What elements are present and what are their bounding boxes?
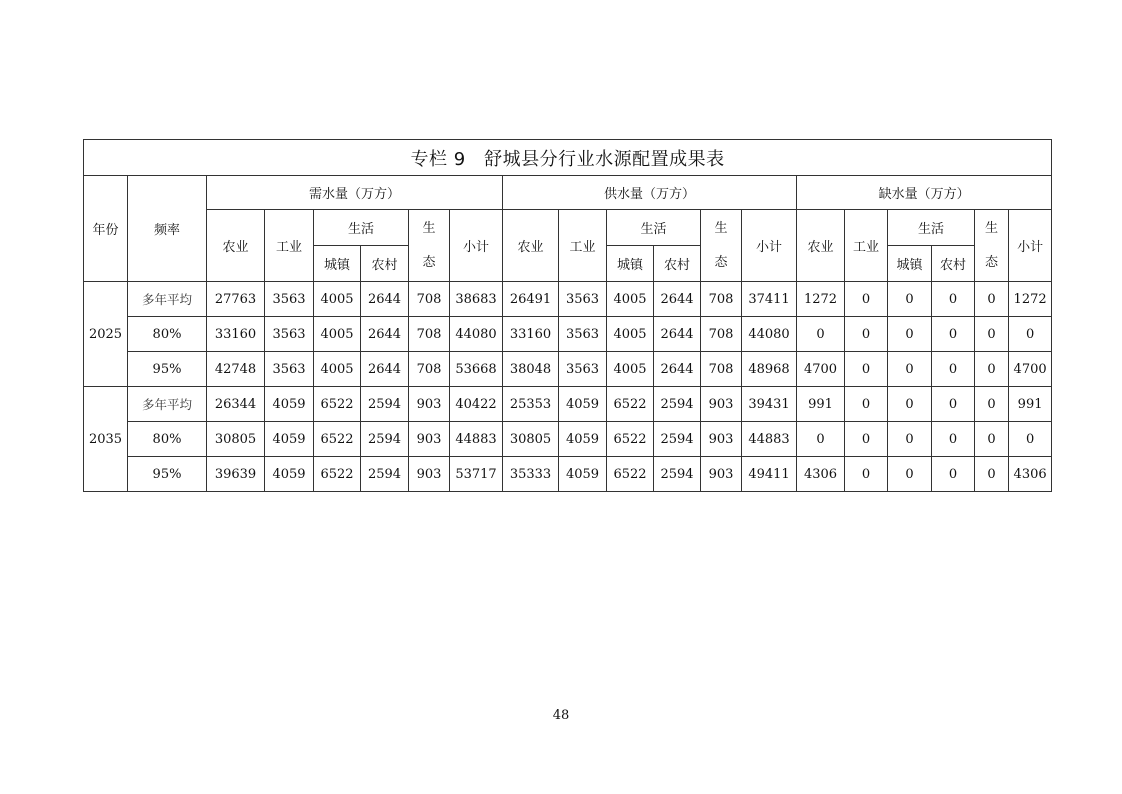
value-cell: 37411 bbox=[742, 282, 797, 317]
value-cell: 44080 bbox=[450, 317, 503, 352]
value-cell: 4005 bbox=[607, 317, 654, 352]
value-cell: 3563 bbox=[265, 282, 314, 317]
value-cell: 0 bbox=[975, 422, 1009, 457]
shortage-header: 缺水量（万方） bbox=[797, 176, 1052, 210]
value-cell: 39639 bbox=[207, 457, 265, 492]
value-cell: 4005 bbox=[607, 282, 654, 317]
value-cell: 4005 bbox=[314, 282, 361, 317]
value-cell: 44883 bbox=[450, 422, 503, 457]
shortage-ecology-header bbox=[975, 210, 1009, 282]
value-cell: 3563 bbox=[265, 317, 314, 352]
value-cell: 2644 bbox=[654, 282, 701, 317]
ecology-label-top: 生 bbox=[422, 220, 436, 236]
value-cell: 0 bbox=[845, 317, 888, 352]
value-cell: 53717 bbox=[450, 457, 503, 492]
value-cell: 0 bbox=[975, 317, 1009, 352]
value-cell: 708 bbox=[409, 282, 450, 317]
demand-header: 需水量（万方） bbox=[207, 176, 503, 210]
ecology-label-top: 生 bbox=[984, 220, 998, 236]
value-cell: 4059 bbox=[265, 422, 314, 457]
value-cell: 33160 bbox=[207, 317, 265, 352]
value-cell: 2644 bbox=[361, 317, 409, 352]
value-cell: 44883 bbox=[742, 422, 797, 457]
supply-urban-header: 城镇 bbox=[607, 246, 654, 282]
value-cell: 0 bbox=[975, 282, 1009, 317]
value-cell: 49411 bbox=[742, 457, 797, 492]
frequency-cell: 80% bbox=[128, 422, 207, 457]
value-cell: 4059 bbox=[559, 387, 607, 422]
frequency-cell: 多年平均 bbox=[128, 387, 207, 422]
ecology-label-bottom: 态 bbox=[714, 254, 728, 270]
value-cell: 2594 bbox=[654, 422, 701, 457]
value-cell: 6522 bbox=[314, 457, 361, 492]
table-title: 专栏 9 舒城县分行业水源配置成果表 bbox=[84, 140, 1052, 176]
value-cell: 991 bbox=[1009, 387, 1052, 422]
value-cell: 0 bbox=[845, 422, 888, 457]
page-number: 48 bbox=[552, 708, 570, 723]
value-cell: 0 bbox=[1009, 422, 1052, 457]
value-cell: 26491 bbox=[503, 282, 559, 317]
table-row bbox=[84, 317, 1052, 352]
value-cell: 0 bbox=[797, 317, 845, 352]
frequency-cell: 95% bbox=[128, 457, 207, 492]
table-row bbox=[84, 282, 1052, 317]
value-cell: 30805 bbox=[207, 422, 265, 457]
demand-rural-header: 农村 bbox=[361, 246, 409, 282]
value-cell: 708 bbox=[701, 282, 742, 317]
value-cell: 44080 bbox=[742, 317, 797, 352]
value-cell: 1272 bbox=[1009, 282, 1052, 317]
value-cell: 40422 bbox=[450, 387, 503, 422]
value-cell: 30805 bbox=[503, 422, 559, 457]
value-cell: 0 bbox=[975, 457, 1009, 492]
value-cell: 903 bbox=[701, 387, 742, 422]
table-row bbox=[84, 422, 1052, 457]
value-cell: 6522 bbox=[314, 387, 361, 422]
shortage-living-header: 生活 bbox=[888, 210, 975, 246]
value-cell: 0 bbox=[797, 422, 845, 457]
value-cell: 6522 bbox=[607, 422, 654, 457]
frequency-header: 频率 bbox=[128, 176, 207, 282]
value-cell: 3563 bbox=[559, 282, 607, 317]
value-cell: 4059 bbox=[559, 457, 607, 492]
supply-ecology-header bbox=[701, 210, 742, 282]
value-cell: 0 bbox=[932, 317, 975, 352]
ecology-label-top: 生 bbox=[714, 220, 728, 236]
value-cell: 4005 bbox=[314, 317, 361, 352]
value-cell: 3563 bbox=[265, 352, 314, 387]
value-cell: 0 bbox=[845, 457, 888, 492]
supply-living-header: 生活 bbox=[607, 210, 701, 246]
value-cell: 6522 bbox=[607, 387, 654, 422]
value-cell: 903 bbox=[701, 422, 742, 457]
value-cell: 53668 bbox=[450, 352, 503, 387]
year-cell: 2035 bbox=[84, 387, 128, 492]
value-cell: 2594 bbox=[654, 387, 701, 422]
value-cell: 0 bbox=[1009, 317, 1052, 352]
value-cell: 42748 bbox=[207, 352, 265, 387]
supply-agriculture-header: 农业 bbox=[503, 210, 559, 282]
value-cell: 2644 bbox=[361, 352, 409, 387]
frequency-cell: 多年平均 bbox=[128, 282, 207, 317]
value-cell: 0 bbox=[932, 457, 975, 492]
value-cell: 4005 bbox=[314, 352, 361, 387]
supply-rural-header: 农村 bbox=[654, 246, 701, 282]
value-cell: 38048 bbox=[503, 352, 559, 387]
year-header: 年份 bbox=[84, 176, 128, 282]
demand-urban-header: 城镇 bbox=[314, 246, 361, 282]
ecology-label-bottom: 态 bbox=[422, 254, 436, 270]
value-cell: 2594 bbox=[361, 387, 409, 422]
value-cell: 25353 bbox=[503, 387, 559, 422]
frequency-cell: 95% bbox=[128, 352, 207, 387]
value-cell: 0 bbox=[888, 317, 932, 352]
table-row bbox=[84, 352, 1052, 387]
value-cell: 708 bbox=[409, 317, 450, 352]
value-cell: 4005 bbox=[607, 352, 654, 387]
value-cell: 6522 bbox=[607, 457, 654, 492]
value-cell: 991 bbox=[797, 387, 845, 422]
year-cell: 2025 bbox=[84, 282, 128, 387]
value-cell: 903 bbox=[409, 457, 450, 492]
value-cell: 708 bbox=[701, 317, 742, 352]
demand-agriculture-header: 农业 bbox=[207, 210, 265, 282]
value-cell: 4306 bbox=[1009, 457, 1052, 492]
value-cell: 0 bbox=[932, 422, 975, 457]
value-cell: 26344 bbox=[207, 387, 265, 422]
value-cell: 38683 bbox=[450, 282, 503, 317]
value-cell: 27763 bbox=[207, 282, 265, 317]
value-cell: 0 bbox=[888, 387, 932, 422]
value-cell: 0 bbox=[932, 387, 975, 422]
value-cell: 708 bbox=[409, 352, 450, 387]
demand-living-header: 生活 bbox=[314, 210, 409, 246]
supply-header: 供水量（万方） bbox=[503, 176, 797, 210]
value-cell: 0 bbox=[932, 352, 975, 387]
value-cell: 4059 bbox=[265, 387, 314, 422]
demand-industry-header: 工业 bbox=[265, 210, 314, 282]
value-cell: 2594 bbox=[654, 457, 701, 492]
table-row bbox=[84, 457, 1052, 492]
value-cell: 0 bbox=[845, 387, 888, 422]
ecology-label-bottom: 态 bbox=[984, 254, 998, 270]
shortage-urban-header: 城镇 bbox=[888, 246, 932, 282]
value-cell: 4306 bbox=[797, 457, 845, 492]
shortage-agriculture-header: 农业 bbox=[797, 210, 845, 282]
supply-industry-header: 工业 bbox=[559, 210, 607, 282]
value-cell: 4700 bbox=[1009, 352, 1052, 387]
value-cell: 3563 bbox=[559, 317, 607, 352]
value-cell: 0 bbox=[888, 422, 932, 457]
shortage-subtotal-header: 小计 bbox=[1009, 210, 1052, 282]
shortage-industry-header: 工业 bbox=[845, 210, 888, 282]
value-cell: 0 bbox=[845, 352, 888, 387]
frequency-cell: 80% bbox=[128, 317, 207, 352]
value-cell: 1272 bbox=[797, 282, 845, 317]
value-cell: 0 bbox=[888, 282, 932, 317]
value-cell: 0 bbox=[888, 352, 932, 387]
shortage-rural-header: 农村 bbox=[932, 246, 975, 282]
value-cell: 2594 bbox=[361, 457, 409, 492]
value-cell: 4700 bbox=[797, 352, 845, 387]
value-cell: 0 bbox=[845, 282, 888, 317]
value-cell: 3563 bbox=[559, 352, 607, 387]
value-cell: 35333 bbox=[503, 457, 559, 492]
supply-subtotal-header: 小计 bbox=[742, 210, 797, 282]
value-cell: 4059 bbox=[265, 457, 314, 492]
value-cell: 6522 bbox=[314, 422, 361, 457]
value-cell: 2644 bbox=[361, 282, 409, 317]
table-row bbox=[84, 387, 1052, 422]
value-cell: 2644 bbox=[654, 352, 701, 387]
value-cell: 0 bbox=[888, 457, 932, 492]
demand-subtotal-header: 小计 bbox=[450, 210, 503, 282]
value-cell: 4059 bbox=[559, 422, 607, 457]
value-cell: 39431 bbox=[742, 387, 797, 422]
demand-ecology-header bbox=[409, 210, 450, 282]
value-cell: 2594 bbox=[361, 422, 409, 457]
value-cell: 0 bbox=[975, 387, 1009, 422]
value-cell: 903 bbox=[701, 457, 742, 492]
value-cell: 48968 bbox=[742, 352, 797, 387]
value-cell: 0 bbox=[975, 352, 1009, 387]
value-cell: 903 bbox=[409, 387, 450, 422]
value-cell: 0 bbox=[932, 282, 975, 317]
water-allocation-table bbox=[83, 139, 1052, 492]
value-cell: 903 bbox=[409, 422, 450, 457]
value-cell: 708 bbox=[701, 352, 742, 387]
value-cell: 33160 bbox=[503, 317, 559, 352]
value-cell: 2644 bbox=[654, 317, 701, 352]
